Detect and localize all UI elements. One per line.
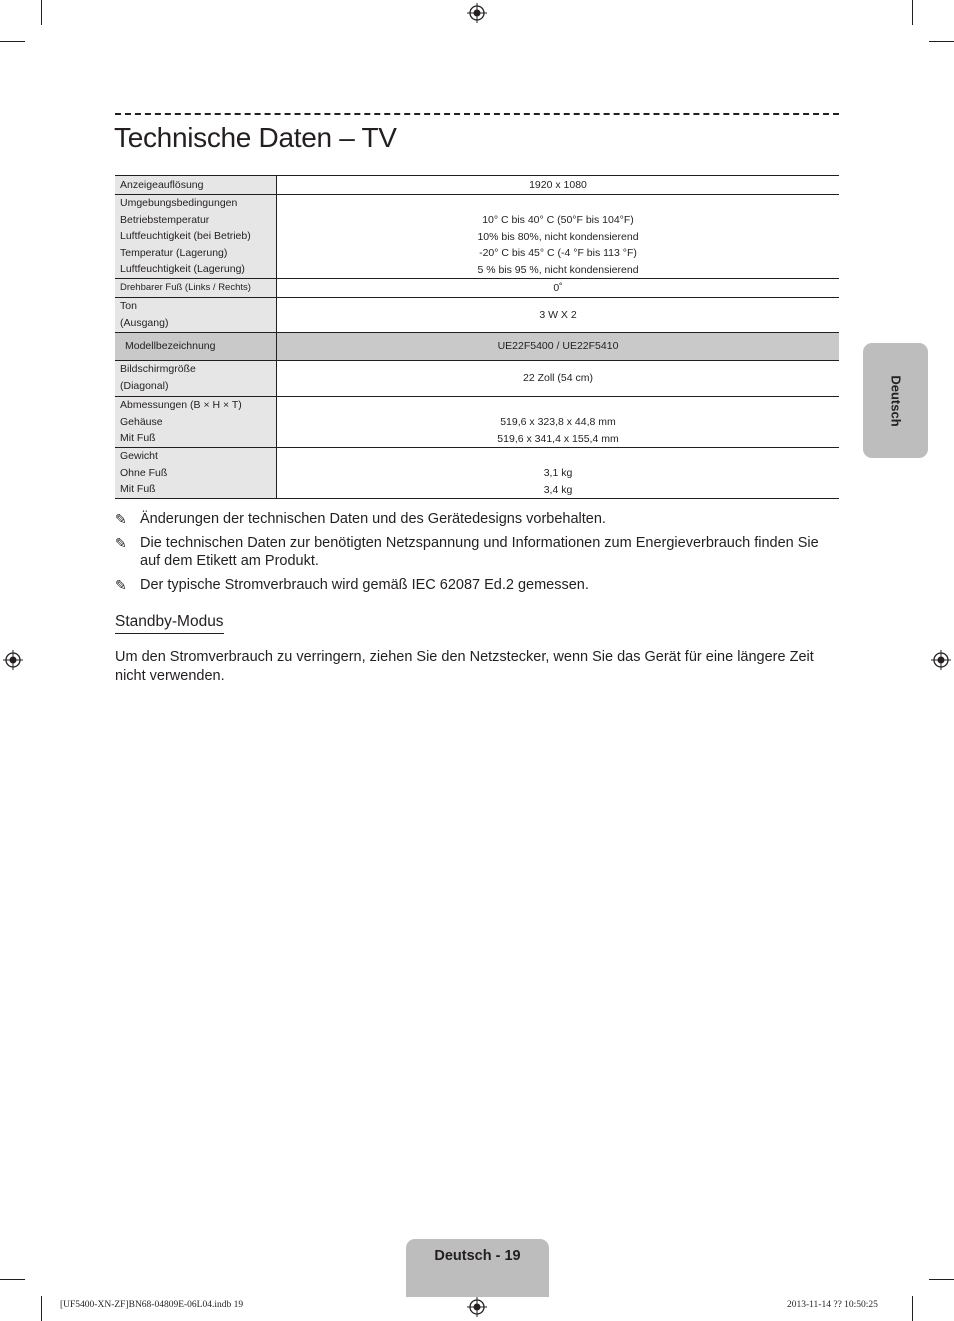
list-item: [115, 510, 841, 528]
spec-value-line: 1920 x 1080: [529, 178, 587, 191]
title-divider: [115, 113, 839, 115]
spec-value-line: -20° C bis 45° C (-4 °F bis 113 °F): [479, 247, 637, 259]
crop-mark: [929, 41, 954, 42]
note-text: Die technischen Daten zur benötigten Netzspannung und Informationen zum Energieverbrauch finden Sie auf dem Etikett am Produkt.: [140, 535, 819, 569]
list-item: [115, 576, 841, 594]
spec-value: [277, 195, 840, 279]
table-row: [115, 298, 839, 333]
page-title: Technische Daten – TV: [114, 122, 397, 153]
crop-mark: [929, 1279, 954, 1280]
list-item: [115, 534, 841, 570]
spec-label-line: Luftfeuchtigkeit (Lagerung): [120, 263, 245, 275]
spec-label: [115, 333, 277, 361]
spec-label-line: Luftfeuchtigkeit (bei Betrieb): [120, 230, 251, 242]
table-row: [115, 279, 839, 298]
spec-value-line: 519,6 x 323,8 x 44,8 mm: [500, 416, 616, 428]
spec-label: [115, 279, 277, 298]
note-text: Änderungen der technischen Daten und des Gerätedesigns vorbehalten.: [140, 511, 606, 527]
registration-mark-icon: [931, 650, 951, 670]
spec-value-line: 3,1 kg: [543, 467, 573, 479]
spec-label: [115, 298, 277, 333]
spec-value-line: 10% bis 80%, nicht kondensierend: [477, 230, 639, 243]
spec-label: [115, 397, 277, 448]
registration-mark-icon: [467, 1297, 487, 1317]
spec-label-line: Drehbarer Fuß (Links / Rechts): [120, 281, 251, 293]
spec-value-line: 3,4 kg: [543, 483, 573, 496]
crop-mark: [0, 1279, 25, 1280]
spec-label-line: Bildschirmgröße: [120, 363, 196, 375]
language-side-tab: [863, 343, 928, 458]
page-number-tab: [406, 1239, 549, 1297]
registration-mark-icon: [467, 3, 487, 23]
spec-label: [115, 195, 277, 279]
spec-value-line: 5 % bis 95 %, nicht kondensierend: [477, 263, 639, 276]
spec-label-line: Umgebungsbedingungen: [120, 197, 238, 209]
spec-value: [277, 279, 840, 298]
spec-label: [115, 176, 277, 195]
note-text: Der typische Stromverbrauch wird gemäß IEC 62087 Ed.2 gemessen.: [140, 577, 589, 593]
spec-value: [277, 361, 840, 397]
spec-label-line: Ton: [120, 300, 137, 312]
notes-list: [115, 510, 841, 600]
crop-mark: [912, 1296, 913, 1321]
print-slug-right: 2013-11-14 ?? 10:50:25: [787, 1300, 878, 1310]
crop-mark: [0, 41, 25, 42]
spec-label-line: Gewicht: [120, 450, 158, 462]
spec-label-line: Temperatur (Lagerung): [120, 246, 228, 259]
spec-value-line: 3 W X 2: [539, 308, 577, 321]
page-number-label: Deutsch - 19: [434, 1248, 521, 1264]
body-paragraph: Um den Stromverbrauch zu verringern, ziehen Sie den Netzstecker, wenn Sie das Gerät für eine längere Zeit nicht verwenden.: [115, 649, 814, 684]
print-slug-left: [UF5400-XN-ZF]BN68-04809E-06L04.indb 19: [60, 1300, 244, 1310]
spec-value-line: 0˚: [553, 281, 563, 294]
table-row: [115, 448, 839, 499]
spec-label-line: Ohne Fuß: [120, 466, 168, 479]
language-side-tab-label: Deutsch: [888, 374, 903, 427]
spec-value: [277, 333, 840, 361]
spec-label: [115, 448, 277, 499]
table-row: [115, 176, 839, 195]
spec-label: [115, 361, 277, 397]
spec-table: [115, 175, 839, 499]
section-heading: Standby-Modus: [115, 613, 224, 634]
spec-value-line: UE22F5400 / UE22F5410: [497, 340, 619, 353]
table-row: [115, 361, 839, 397]
registration-mark-icon: [3, 650, 23, 670]
spec-value-line: 10° C bis 40° C (50°F bis 104°F): [482, 214, 634, 226]
spec-label-line: Anzeigeauflösung: [120, 178, 204, 191]
spec-label-line: Modellbezeichnung: [125, 340, 216, 353]
table-row: [115, 333, 839, 361]
pencil-note-icon: ✎: [115, 577, 127, 593]
table-row: [115, 397, 839, 448]
pencil-note-icon: ✎: [115, 511, 127, 527]
crop-mark: [912, 0, 913, 25]
crop-mark: [41, 1296, 42, 1321]
spec-value: [277, 448, 840, 499]
spec-label-line: Mit Fuß: [120, 432, 156, 444]
spec-value: [277, 298, 840, 333]
spec-value: [277, 397, 840, 448]
table-row: [115, 195, 839, 279]
pencil-note-icon: ✎: [115, 535, 127, 551]
spec-value-line: 519,6 x 341,4 x 155,4 mm: [497, 432, 619, 445]
spec-label-line: Mit Fuß: [120, 483, 156, 495]
spec-label-line: Gehäuse: [120, 415, 163, 428]
spec-label-line: Abmessungen (B × H × T): [120, 399, 242, 411]
spec-label-line: (Ausgang): [120, 316, 169, 329]
crop-mark: [41, 0, 42, 25]
spec-value-line: 22 Zoll (54 cm): [522, 372, 594, 385]
spec-label-line: Betriebstemperatur: [120, 213, 210, 226]
spec-label-line: (Diagonal): [120, 379, 169, 392]
spec-value: [277, 176, 840, 195]
